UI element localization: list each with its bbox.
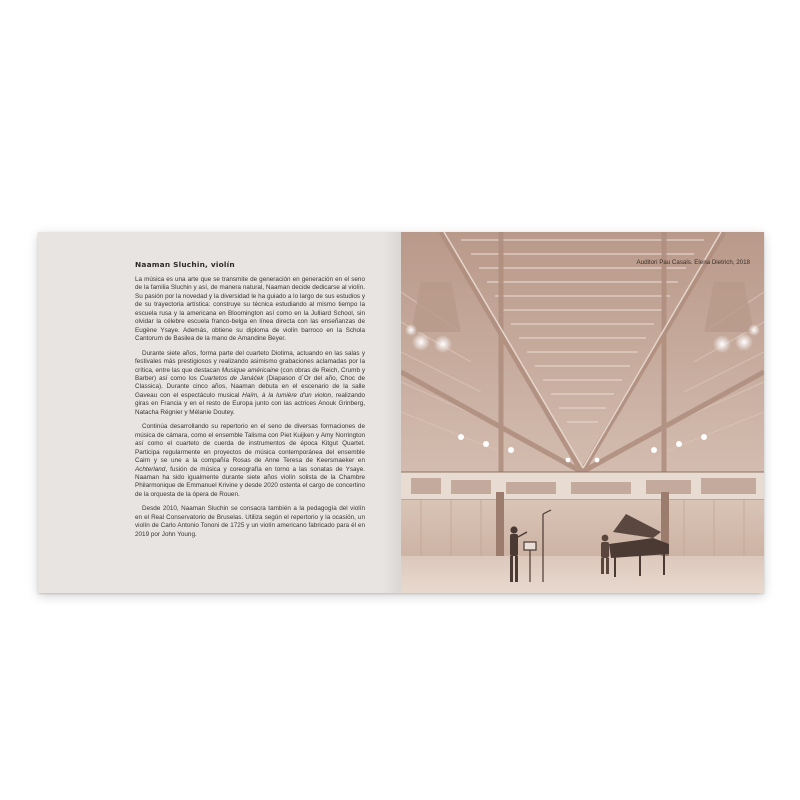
photo-credit: Auditori Pau Casals. Elena Dietrich, 2018 xyxy=(636,259,750,266)
biography-paragraph xyxy=(135,505,365,539)
biography-paragraph xyxy=(135,350,365,418)
paragraph-text: La música es una arte que se transmite de generación en generación en el seno de la familia Sluchin y así, de manera natural, Naaman decide dedicarse al violín. Su pasión por la novedad y la diversidad le ha guiado a lo largo de sus estudios y de su trayectoria artística: construye su técnica estudiando al mismo tiempo la escuela rusa y la americana en Bloomington así como en la Julliard School, sin olvidar la célebre escuela franco-belga en línea directa con las enseñanzas de Eugène Ysaye. Además, obtiene su diploma de violín barroco en la Schola Cantorum de Basilea de la mano de Amandine Beyer. xyxy=(135,276,365,343)
italic-title: Haïm, à la lumière d'un violon xyxy=(242,391,332,399)
biography-paragraph xyxy=(135,423,365,499)
left-page xyxy=(38,232,401,593)
biography-column xyxy=(135,260,365,545)
open-cd-booklet xyxy=(38,232,764,593)
paragraph-text: Desde 2010, Naaman Sluchin se consacra también a la pedagogía del violín en el Real Conservatorio de Bruselas. Utiliza según el repertorio y la ocasión, un violín de Carlo Antonio Tononi de 1725 y un violín americano fabricado para él en 2019 por John Young. xyxy=(135,505,365,538)
paragraph-text: (Diapason d´Or del año, Choc de Classica). Durante cinco años, Naaman debuta en el escenario de la salle Gaveau con el espectáculo musical xyxy=(135,374,365,399)
italic-title: Cuartetos de Janáček xyxy=(199,374,264,382)
page-heading: Naaman Sluchin, violín xyxy=(135,260,235,269)
concert-hall-photo xyxy=(401,232,764,593)
italic-title: Achterland xyxy=(135,465,166,473)
paragraph-text: (con obras de Reich, Crumb y Barber) así como los xyxy=(135,366,365,382)
paragraph-text: Continúa desarrollando su repertorio en el seno de diversas formaciones de música de cámara, como el ensemble Talisma con Piet Kuijken y Amy Norrington así como el cuarteto de cuerda de instrumentos de época Kitgut Quartet. Participa regularmente en proyectos de música contemporánea del ensemble Cairn y se une a la compañía Rosas de Anne Teresa de Keersmaeker en xyxy=(135,423,365,465)
spine-shadow xyxy=(383,232,401,593)
italic-title: Musique américaine xyxy=(221,366,279,374)
paragraph-text: Durante siete años, forma parte del cuarteto Diotima, actuando en las salas y festivales más prestigiosos y realizando asimismo grabaciones aclamadas por la crítica, entre las que destacan xyxy=(135,349,365,374)
biography-paragraph xyxy=(135,276,365,344)
paragraph-text: , realizando giras en Francia y en el resto de Europa junto con las actrices Anouk Grinberg, Natacha Régnier y Mélanie Doutey. xyxy=(135,391,366,416)
right-page xyxy=(401,232,764,593)
paragraph-text: , fusión de música y coreografía en torno a las sonatas de Ysaye. Naaman ha sido igualmente durante siete años violín solista de la Chambre Philarmonique de Emmanuel Krivine y desde 2020 ostenta el cargo de concertino de la orquesta de la ópera de Rouen. xyxy=(135,465,365,498)
